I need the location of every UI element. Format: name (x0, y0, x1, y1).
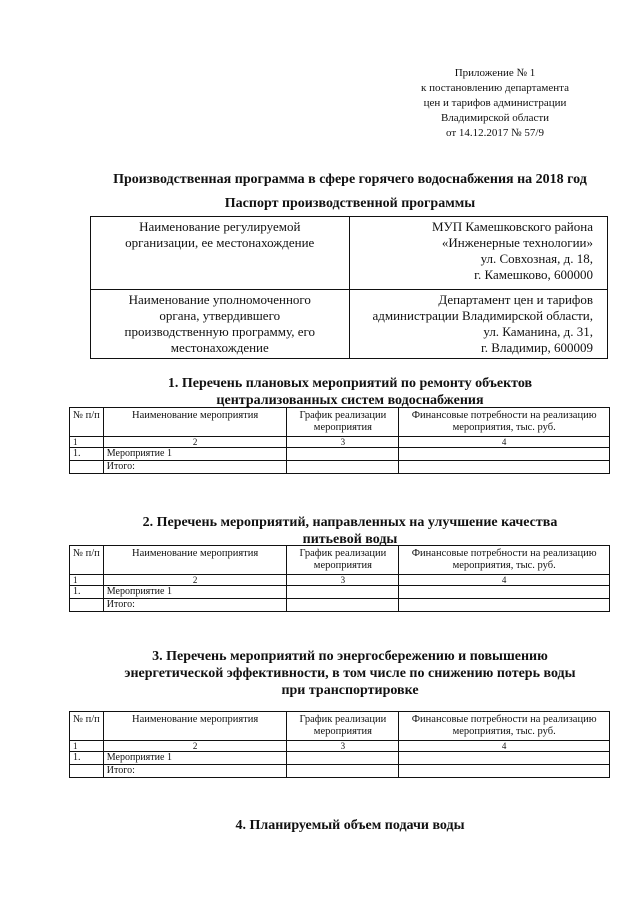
appendix-block (392, 66, 598, 141)
row-financial (399, 599, 610, 612)
row-number (70, 765, 104, 778)
row-schedule (287, 752, 399, 765)
header-schedule: График реализации мероприятия (287, 408, 399, 437)
column-number-row (70, 437, 610, 448)
passport-label-line: организации, ее местонахождение (125, 235, 315, 250)
section-title-line: при транспортировке (281, 683, 419, 698)
section-1-table (69, 407, 610, 474)
column-number: 3 (287, 741, 399, 752)
table-total-row (70, 599, 610, 612)
passport-value-cell (349, 290, 608, 359)
appendix-line: Владимирской области (440, 112, 550, 124)
row-financial (399, 586, 610, 599)
document-title: Производственная программа в сфере горячего водоснабжения на 2018 год (113, 172, 587, 187)
row-total-label: Итого: (103, 599, 287, 612)
header-financial-needs: Финансовые потребности на реализацию мероприятия, тыс. руб. (399, 546, 610, 575)
passport-row (91, 217, 608, 290)
table-header-row (70, 546, 610, 575)
row-event-name: Мероприятие 1 (103, 752, 287, 765)
section-title-line: 3. Перечень мероприятий по энергосбережению и повышению (152, 649, 548, 664)
table-header-row (70, 408, 610, 437)
column-number: 2 (103, 437, 287, 448)
header-number: № п/п (70, 712, 104, 741)
header-financial-needs: Финансовые потребности на реализацию мероприятия, тыс. руб. (399, 712, 610, 741)
passport-value-line: администрации Владимирской области, (372, 308, 593, 323)
section-title-line: централизованных систем водоснабжения (216, 393, 484, 408)
header-number: № п/п (70, 546, 104, 575)
row-financial (399, 448, 610, 461)
section-4-title: 4. Планируемый объем подачи воды (235, 818, 465, 833)
appendix-line: к постановлению департамента (421, 82, 569, 94)
column-number: 1 (70, 575, 104, 586)
section-2-title (60, 514, 640, 548)
column-number: 4 (399, 575, 610, 586)
passport-label-line: производственную программу, его (124, 324, 315, 339)
passport-label-cell (91, 290, 350, 359)
row-number: 1. (70, 448, 104, 461)
table-row (70, 752, 610, 765)
row-total-label: Итого: (103, 765, 287, 778)
section-title-line: 2. Перечень мероприятий, направленных на улучшение качества (142, 515, 558, 530)
header-event-name: Наименование мероприятия (103, 546, 287, 575)
row-number: 1. (70, 586, 104, 599)
column-number: 3 (287, 575, 399, 586)
passport-label-line: органа, утвердившего (159, 308, 281, 323)
passport-label-line: Наименование уполномоченного (128, 292, 311, 307)
appendix-line: цен и тарифов администрации (423, 97, 567, 109)
row-number: 1. (70, 752, 104, 765)
row-schedule (287, 586, 399, 599)
row-event-name: Мероприятие 1 (103, 586, 287, 599)
passport-value-line: ул. Совхозная, д. 18, (480, 251, 593, 266)
passport-value-line: «Инженерные технологии» (441, 235, 593, 250)
column-number: 1 (70, 437, 104, 448)
row-financial (399, 461, 610, 474)
column-number-row (70, 741, 610, 752)
passport-title: Паспорт производственной программы (224, 196, 476, 211)
header-event-name: Наименование мероприятия (103, 712, 287, 741)
row-schedule (287, 599, 399, 612)
passport-value-cell (349, 217, 608, 290)
column-number: 4 (399, 741, 610, 752)
passport-label-line: Наименование регулируемой (139, 219, 301, 234)
table-row (70, 586, 610, 599)
row-schedule (287, 448, 399, 461)
section-2-table (69, 545, 610, 612)
passport-value-line: МУП Камешковского района (431, 219, 593, 234)
column-number: 3 (287, 437, 399, 448)
passport-value-line: г. Камешково, 600000 (474, 267, 593, 282)
section-1-title (60, 375, 640, 409)
section-3-title (60, 648, 640, 699)
passport-label-cell (91, 217, 350, 290)
column-number: 1 (70, 741, 104, 752)
header-financial-needs: Финансовые потребности на реализацию мероприятия, тыс. руб. (399, 408, 610, 437)
row-event-name: Мероприятие 1 (103, 448, 287, 461)
row-financial (399, 765, 610, 778)
section-title-line: питьевой воды (302, 532, 398, 547)
section-title-line: 1. Перечень плановых мероприятий по ремонту объектов (167, 376, 533, 391)
passport-label-line: местонахождение (170, 340, 269, 355)
row-schedule (287, 461, 399, 474)
passport-row (91, 290, 608, 359)
section-title-line: энергетической эффективности, в том числе по снижению потерь воды (124, 666, 576, 681)
header-event-name: Наименование мероприятия (103, 408, 287, 437)
table-header-row (70, 712, 610, 741)
table-row (70, 448, 610, 461)
column-number-row (70, 575, 610, 586)
section-3-table (69, 711, 610, 778)
row-total-label: Итого: (103, 461, 287, 474)
column-number: 2 (103, 741, 287, 752)
passport-value-line: г. Владимир, 600009 (480, 340, 593, 355)
header-schedule: График реализации мероприятия (287, 546, 399, 575)
header-number: № п/п (70, 408, 104, 437)
passport-value-line: ул. Каманина, д. 31, (483, 324, 593, 339)
header-schedule: График реализации мероприятия (287, 712, 399, 741)
appendix-line: от 14.12.2017 № 57/9 (446, 127, 544, 139)
column-number: 2 (103, 575, 287, 586)
table-total-row (70, 765, 610, 778)
row-schedule (287, 765, 399, 778)
appendix-line: Приложение № 1 (454, 67, 536, 79)
passport-value-line: Департамент цен и тарифов (438, 292, 593, 307)
row-number (70, 461, 104, 474)
column-number: 4 (399, 437, 610, 448)
row-number (70, 599, 104, 612)
passport-table (90, 216, 608, 359)
row-financial (399, 752, 610, 765)
table-total-row (70, 461, 610, 474)
